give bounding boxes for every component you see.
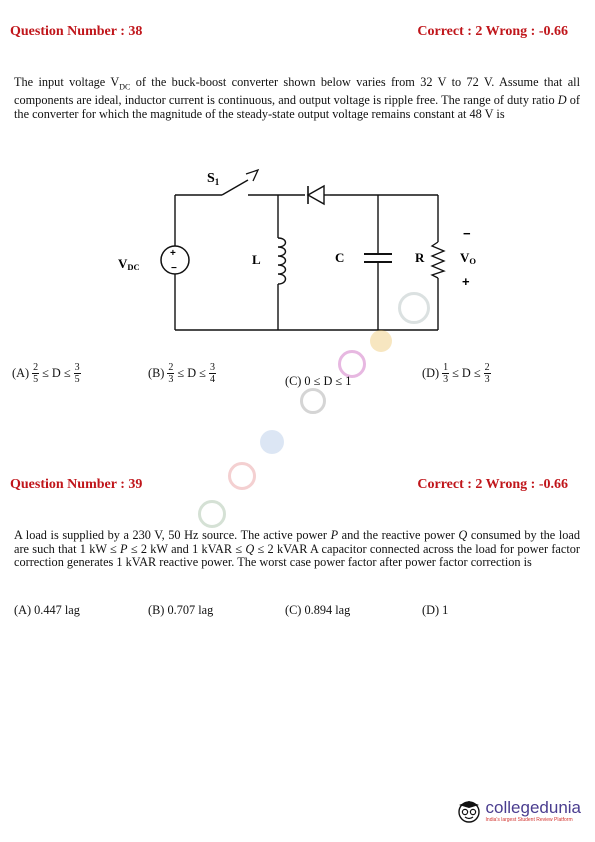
- watermark-icon: [398, 292, 430, 324]
- inductor-label: L: [252, 252, 261, 267]
- resistor-icon: [432, 242, 444, 278]
- logo-tagline: India's largest Student Review Platform: [485, 817, 573, 823]
- switch-blade: [222, 180, 248, 195]
- option-c[interactable]: (C) 0 ≤ D ≤ 1: [285, 374, 352, 388]
- switch-label: $S_1$: [207, 171, 220, 187]
- diode-icon: [308, 186, 330, 204]
- option-b[interactable]: (B) 0.707 lag: [148, 603, 214, 617]
- output-voltage-label: VO: [460, 250, 477, 266]
- question-39-header: [10, 477, 576, 493]
- source-plus-label: +: [170, 248, 176, 259]
- watermark-icon: [260, 430, 284, 454]
- option-d[interactable]: (D) 1: [422, 603, 449, 617]
- question-title: Question Number : 38: [10, 24, 143, 39]
- marks-info: Correct : 2 Wrong : -0.66: [417, 477, 568, 492]
- inductor-icon: [278, 238, 286, 284]
- fraction: $\frac{2}{3}$: [484, 362, 490, 385]
- output-plus-label: +: [462, 274, 470, 289]
- question-38-header: [10, 24, 576, 40]
- option-c[interactable]: (C) 0.894 lag: [285, 603, 351, 617]
- fraction: $\frac{1}{3}$: [443, 362, 449, 385]
- question-38-options: [0, 362, 595, 402]
- capacitor-icon: [364, 254, 392, 262]
- collegedunia-logo[interactable]: [456, 798, 581, 824]
- capacitor-label: C: [335, 250, 345, 265]
- option-a[interactable]: (A) 0.447 lag: [14, 603, 80, 617]
- output-minus-label: −: [463, 226, 471, 241]
- logo-wordmark: collegedunia: [485, 798, 581, 817]
- student-face-icon: [456, 798, 482, 824]
- fraction: $\frac{2}{5}$: [33, 362, 39, 385]
- question-38-text: The input voltage $V_{DC}$ of the buck-boost converter shown below varies from 32 V to 72 V. Assume that all components are ideal, inductor current is continuous, and output voltage is ripple free. The range of duty ratio D of the converter for which the magnitude of the steady-state output voltage remains constant at 48 V is: [14, 75, 580, 121]
- source-label: VDC: [118, 256, 140, 272]
- fraction: $\frac{3}{5}$: [74, 362, 80, 385]
- question-39-text: A load is supplied by a 230 V, 50 Hz source. The active power P and the reactive power Q consumed by the load are such that 1 kW ≤ P ≤ 2 kW and 1 kVAR ≤ Q ≤ 2 kVAR A capacitor connected across the load for power factor correction generates 1 kVAR reactive power. The worst case power factor after power factor correction is: [14, 528, 580, 570]
- switch-arrow-icon: [246, 170, 258, 181]
- resistor-label: R: [415, 250, 425, 265]
- watermark-icon: [370, 330, 392, 352]
- fraction: $\frac{3}{4}$: [209, 362, 215, 385]
- buck-boost-circuit-diagram: [0, 158, 595, 358]
- marks-info: Correct : 2 Wrong : -0.66: [417, 24, 568, 39]
- option-a[interactable]: (A) $\frac{2}{5}$ ≤ D ≤ $\frac{3}{5}$: [12, 362, 80, 385]
- question-39-options: [0, 603, 595, 643]
- option-d[interactable]: (D) $\frac{1}{3}$ ≤ D ≤ $\frac{2}{3}$: [422, 362, 490, 385]
- option-b[interactable]: (B) $\frac{2}{3}$ ≤ D ≤ $\frac{3}{4}$: [148, 362, 215, 385]
- source-minus-label: −: [171, 263, 177, 274]
- fraction: $\frac{2}{3}$: [168, 362, 174, 385]
- question-title: Question Number : 39: [10, 477, 143, 492]
- watermark-icon: [198, 500, 226, 528]
